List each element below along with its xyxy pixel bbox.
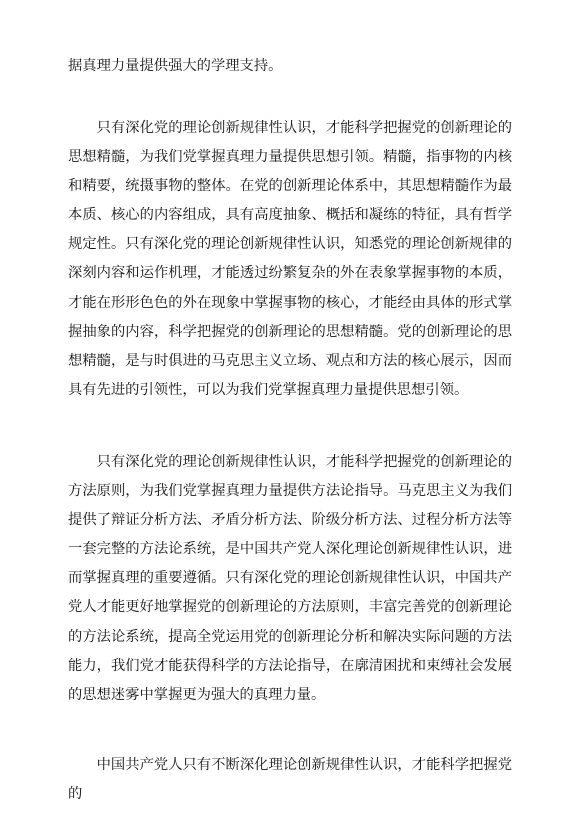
paragraph-thought-essence: 只有深化党的理论创新规律性认识，才能科学把握党的创新理论的思想精髓，为我们党掌握真理力量提供思想引领。精髓，指事物的内核和精要，统摄事物的整体。在党的创新理论体系中，其思想精髓作为最本质、核心的内容组成，具有高度抽象、概括和凝练的特征，具有哲学规定性。只有深化党的理论创新规律性认识，知悉党的理论创新规律的深刻内容和运作机理，才能透过纷繁复杂的外在表象掌握事物的本质，才能在形形色色的外在现象中掌握事物的核心，才能经由具体的形式掌握抽象的内容，科学把握党的创新理论的思想精髓。党的创新理论的思想精髓，是与时俱进的马克思主义立场、观点和方法的核心展示，因而具有先进的引领性，可以为我们党掌握真理力量提供思想引领。 [68, 120, 512, 398]
paragraph-method-principles: 只有深化党的理论创新规律性认识，才能科学把握党的创新理论的方法原则，为我们党掌握真理力量提供方法论指导。马克思主义为我们提供了辩证分析方法、矛盾分析方法、阶级分析方法、过程分析方法等一套完整的方法论系统，是中国共产党人深化理论创新规律性认识，进而掌握真理的重要遵循。只有深化党的理论创新规律性认识，中国共产党人才能更好地掌握党的创新理论的方法原则，丰富完善党的创新理论的方法论系统，提高全党运用党的创新理论分析和解决实际问题的方法能力，我们党才能获得科学的方法论指导，在廓清困扰和束缚社会发展的思想迷雾中掌握更为强大的真理力量。 [68, 454, 512, 703]
paragraph-continued: 据真理力量提供强大的学理支持。 [68, 58, 283, 74]
paragraph-next: 中国共产党人只有不断深化理论创新规律性认识，才能科学把握党的 [68, 757, 512, 803]
